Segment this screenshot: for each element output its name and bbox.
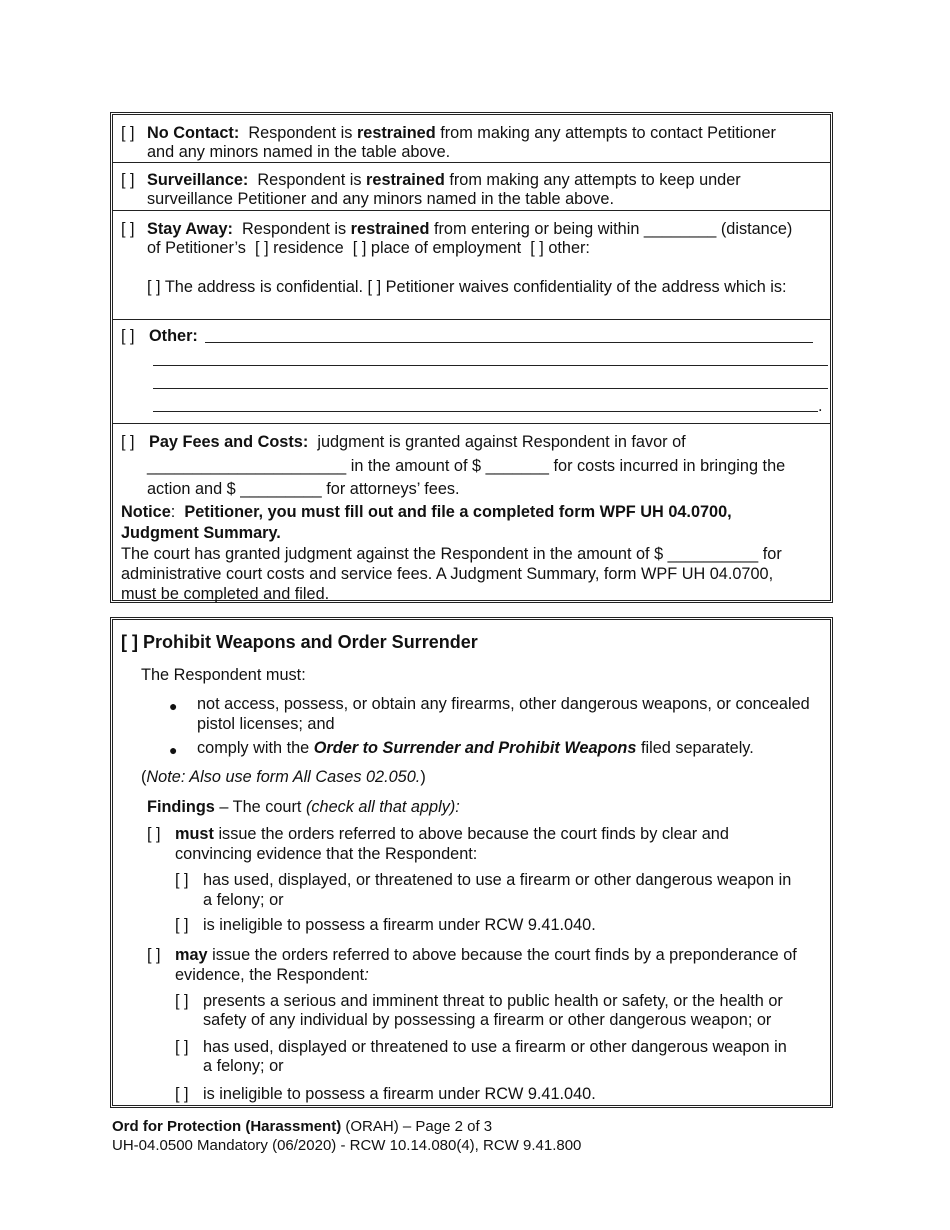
other-period: . [818,397,823,415]
other-row [113,320,830,424]
no-contact-text-b: from making any attempts to contact Petitioner [440,124,776,142]
confidential-checkbox[interactable]: [ ] [147,278,161,296]
other-line-4[interactable] [153,411,818,412]
note-paren-close: ) [420,768,426,786]
must-b-line: is ineligible to possess a firearm under RCW 9.41.040. [203,916,596,934]
must-line2: convincing evidence that the Respondent: [175,845,478,863]
must-a-line1: has used, displayed, or threatened to use a firearm or other dangerous weapon in [203,871,792,889]
no-contact-label: No Contact: [147,124,240,142]
fees-checkbox[interactable]: [ ] [121,433,135,451]
stay-away-checkbox[interactable]: [ ] [121,220,135,238]
fees-line2: ______________________ in the amount of $ _______ for costs incurred in bringing the [147,457,786,475]
notice-colon: : [170,503,180,521]
surveillance-checkbox[interactable]: [ ] [121,171,135,189]
note-paren-open: ( [141,768,147,786]
may-b-line2: a felony; or [203,1057,284,1075]
may-c-line: is ineligible to possess a firearm under RCW 9.41.040. [203,1085,596,1103]
bullet-2-icon: ● [169,742,178,758]
weapons-box [110,617,833,1108]
court-line-3: must be completed and filed. [121,585,330,603]
may-a-checkbox[interactable]: [ ] [175,992,189,1010]
must-a-checkbox[interactable]: [ ] [175,871,189,889]
may-colon: : [364,966,369,984]
may-a-line1: presents a serious and imminent threat to public health or safety, or the health or [203,992,783,1010]
may-b-checkbox[interactable]: [ ] [175,1038,189,1056]
must-intro: The Respondent must: [141,666,306,684]
no-contact-text-a: Respondent is [248,124,353,142]
notice-text: Petitioner, you must fill out and file a completed form WPF UH 04.0700, [184,503,732,521]
bullet-1-line1: not access, possess, or obtain any firearms, other dangerous weapons, or concealed [197,695,810,713]
footer-title-rest: (ORAH) – Page 2 of 3 [345,1118,493,1135]
may-line1: issue the orders referred to above because the court finds by a preponderance of [212,946,797,964]
surveillance-text-b: from making any attempts to keep under [449,171,741,189]
note-text: Note: Also use form All Cases 02.050. [146,768,421,786]
no-contact-checkbox[interactable]: [ ] [121,124,135,142]
fees-label: Pay Fees and Costs: [149,433,309,451]
footer-title [112,1117,492,1137]
bullet-2-a: comply with the [197,739,310,757]
findings-italic: (check all that apply): [305,798,460,816]
notice-text-2: Judgment Summary. [121,524,281,542]
other-line-2[interactable] [153,365,828,366]
bullet-2-c: filed separately. [640,739,754,757]
footer-title-bold: Ord for Protection (Harassment) [112,1118,342,1135]
bullet-2-order-title: Order to Surrender and Prohibit Weapons [313,739,637,757]
other-location-label: other: [548,239,590,257]
findings-label: Findings [147,798,215,816]
court-line-1: The court has granted judgment against the Respondent in the amount of $ __________ for [121,545,782,563]
employment-label: place of employment [370,239,522,257]
weapons-heading: [ ] Prohibit Weapons and Order Surrender [121,632,478,652]
confidential-label: The address is confidential. [164,278,364,296]
surveillance-text-a: Respondent is [257,171,362,189]
waives-checkbox[interactable]: [ ] [367,278,382,296]
surveillance-line2: surveillance Petitioner and any minors named in the table above. [147,190,615,208]
fees-row [113,424,830,603]
must-a-line2: a felony; or [203,891,284,909]
other-location-checkbox[interactable]: [ ] [530,239,544,257]
surveillance-label: Surveillance: [147,171,249,189]
footer-form-line: UH-04.0500 Mandatory (06/2020) - RCW 10.14.080(4), RCW 9.41.800 [112,1137,582,1154]
must-line1: issue the orders referred to above because the court finds by clear and [218,825,729,843]
findings-text: – The court [219,798,302,816]
other-line-1[interactable] [205,342,813,343]
must-b-checkbox[interactable]: [ ] [175,916,189,934]
stay-away-text-a: Respondent is [242,220,347,238]
court-line-2: administrative court costs and service fees. A Judgment Summary, form WPF UH 04.0700, [121,565,774,583]
restraint-table [110,112,833,603]
fees-line3: action and $ _________ for attorneys’ fees. [147,480,460,498]
surveillance-restrained: restrained [366,171,445,189]
may-line2: evidence, the Respondent [175,966,365,984]
notice-label: Notice [121,503,171,521]
may-b-line1: has used, displayed or threatened to use a firearm or other dangerous weapon in [203,1038,787,1056]
other-line-3[interactable] [153,388,828,389]
fees-text-a: judgment is granted against Respondent in favor of [317,433,686,451]
residence-label: residence [273,239,344,257]
stay-away-label: Stay Away: [147,220,233,238]
may-checkbox[interactable]: [ ] [147,946,161,964]
employment-checkbox[interactable]: [ ] [352,239,367,257]
other-checkbox[interactable]: [ ] [121,327,135,345]
stay-away-text-b: from entering or being within ________ (distance) [433,220,793,238]
may-a-line2: safety of any individual by possessing a firearm or other dangerous weapon; or [203,1011,772,1029]
bullet-1-icon: ● [169,698,178,714]
stay-away-of-petitioner: of Petitioner’s [147,239,246,257]
no-contact-row [113,115,830,163]
surveillance-row [113,163,830,211]
stay-away-row [113,211,830,320]
waives-label: Petitioner waives confidentiality of the address which is: [385,278,787,296]
stay-away-restrained: restrained [350,220,430,238]
residence-checkbox[interactable]: [ ] [255,239,269,257]
must-word: must [175,825,214,843]
no-contact-line2: and any minors named in the table above. [147,143,451,161]
no-contact-restrained: restrained [356,124,436,142]
other-label: Other: [149,327,198,345]
must-checkbox[interactable]: [ ] [147,825,161,843]
bullet-1-line2: pistol licenses; and [197,715,335,733]
may-word: may [175,946,208,964]
may-c-checkbox[interactable]: [ ] [175,1085,189,1103]
